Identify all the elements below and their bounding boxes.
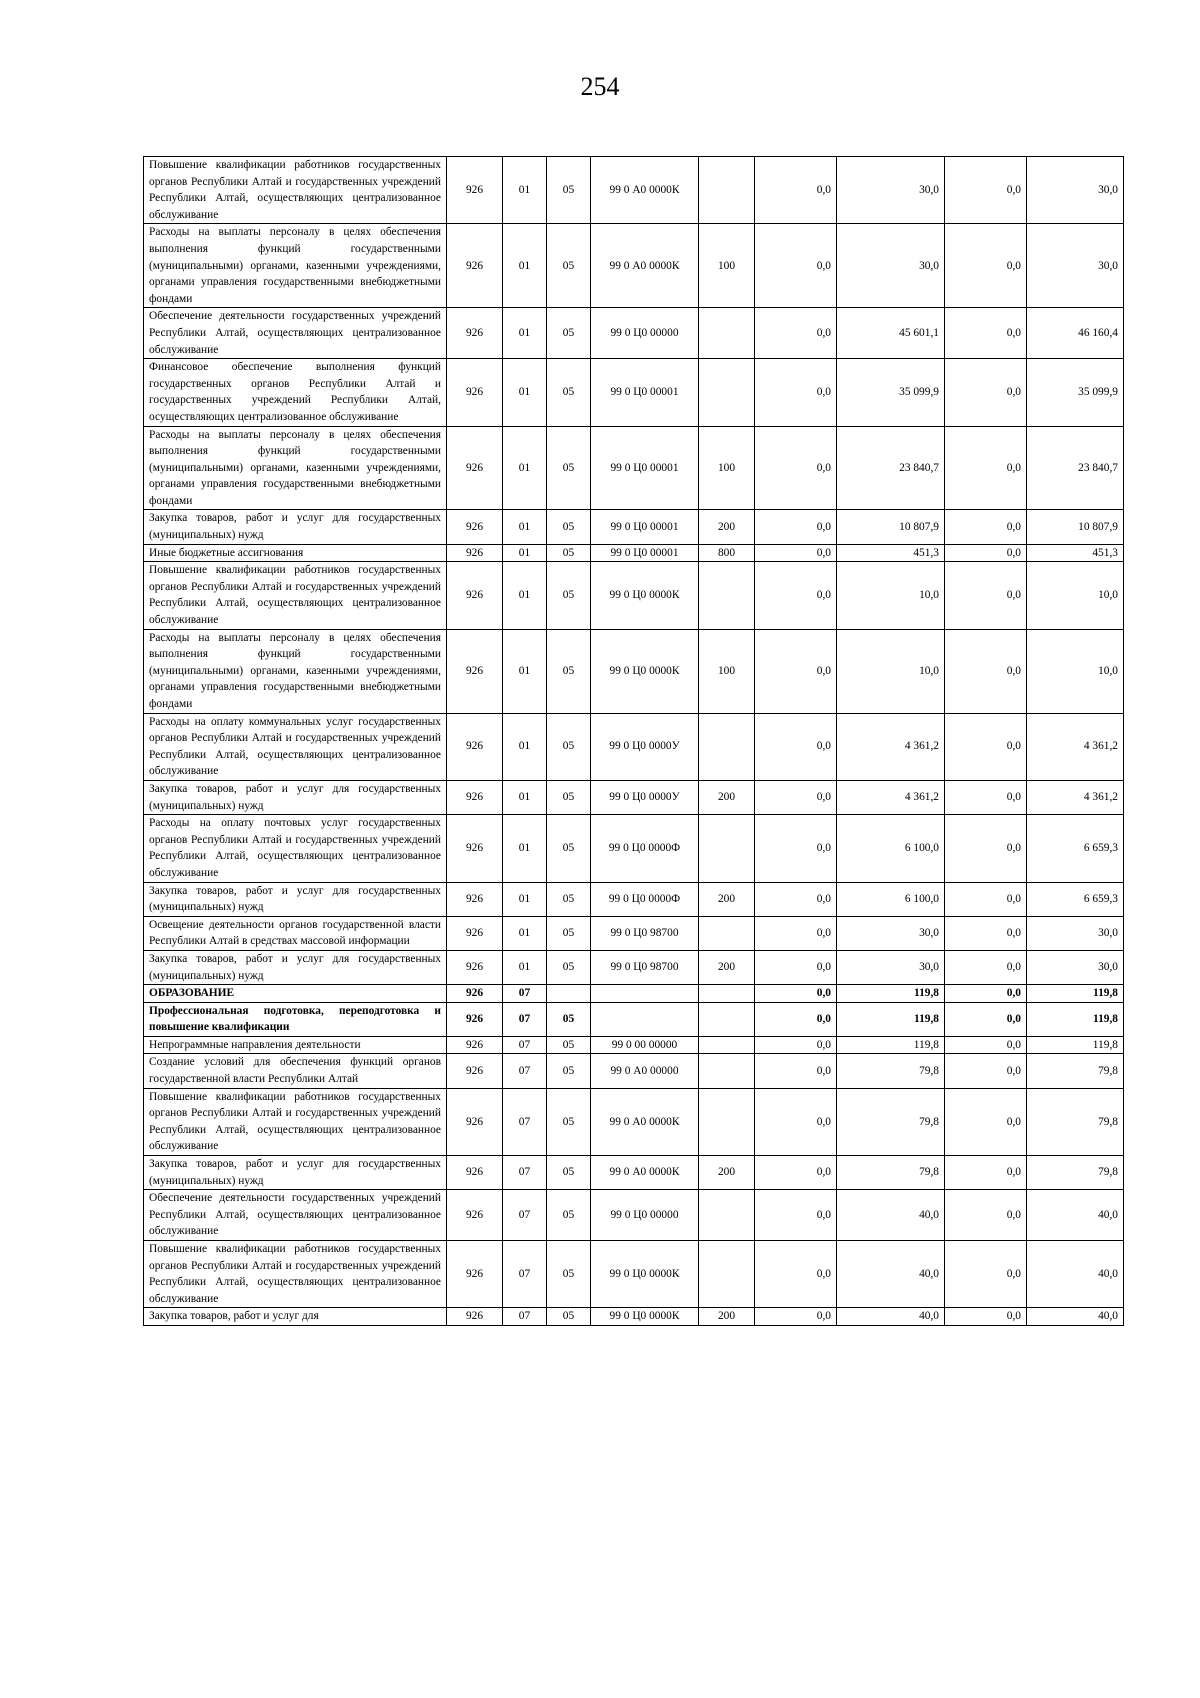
table-row: [144, 1054, 1124, 1088]
section-code-cell: 07: [503, 1308, 547, 1326]
amount-1-cell: 0,0: [755, 157, 837, 224]
amount-1-cell: 0,0: [755, 1241, 837, 1308]
subsection-code-cell: 05: [547, 882, 591, 916]
amount-3-cell: 0,0: [945, 359, 1027, 426]
ministry-code-cell: 926: [447, 916, 503, 950]
amount-1-cell: 0,0: [755, 359, 837, 426]
amount-4-cell: 40,0: [1027, 1308, 1124, 1326]
amount-3-cell: 0,0: [945, 1308, 1027, 1326]
amount-2-cell: 79,8: [837, 1156, 945, 1190]
subsection-code-cell: 05: [547, 308, 591, 359]
amount-1-cell: 0,0: [755, 713, 837, 780]
row-name-cell: Закупка товаров, работ и услуг для государственных (муниципальных) нужд: [144, 510, 447, 544]
expense-type-cell: [699, 1002, 755, 1036]
target-article-cell: 99 0 Ц0 00000: [591, 1190, 699, 1241]
table-row: [144, 1036, 1124, 1054]
amount-1-cell: 0,0: [755, 882, 837, 916]
ministry-code-cell: 926: [447, 426, 503, 510]
section-code-cell: 01: [503, 510, 547, 544]
ministry-code-cell: 926: [447, 1156, 503, 1190]
budget-table-body: [144, 157, 1124, 1326]
row-name-cell: Закупка товаров, работ и услуг для государственных (муниципальных) нужд: [144, 1156, 447, 1190]
amount-4-cell: 30,0: [1027, 916, 1124, 950]
section-code-cell: 01: [503, 882, 547, 916]
target-article-cell: [591, 985, 699, 1003]
target-article-cell: 99 0 Ц0 0000К: [591, 562, 699, 629]
ministry-code-cell: 926: [447, 359, 503, 426]
page-number: 254: [580, 72, 620, 101]
target-article-cell: 99 0 Ц0 0000К: [591, 1308, 699, 1326]
ministry-code-cell: 926: [447, 1054, 503, 1088]
ministry-code-cell: 926: [447, 713, 503, 780]
amount-2-cell: 40,0: [837, 1241, 945, 1308]
subsection-code-cell: 05: [547, 157, 591, 224]
amount-1-cell: 0,0: [755, 1190, 837, 1241]
table-row: [144, 815, 1124, 882]
subsection-code-cell: 05: [547, 1088, 591, 1155]
subsection-code-cell: 05: [547, 1190, 591, 1241]
amount-2-cell: 23 840,7: [837, 426, 945, 510]
subsection-code-cell: 05: [547, 629, 591, 713]
amount-1-cell: 0,0: [755, 224, 837, 308]
amount-4-cell: 79,8: [1027, 1088, 1124, 1155]
amount-4-cell: 451,3: [1027, 544, 1124, 562]
row-name-cell: Закупка товаров, работ и услуг для государственных (муниципальных) нужд: [144, 882, 447, 916]
amount-3-cell: 0,0: [945, 157, 1027, 224]
amount-2-cell: 30,0: [837, 950, 945, 984]
ministry-code-cell: 926: [447, 1190, 503, 1241]
amount-1-cell: 0,0: [755, 985, 837, 1003]
target-article-cell: 99 0 А0 0000К: [591, 157, 699, 224]
amount-3-cell: 0,0: [945, 916, 1027, 950]
amount-3-cell: 0,0: [945, 544, 1027, 562]
row-name-cell: ОБРАЗОВАНИЕ: [144, 985, 447, 1003]
amount-2-cell: 6 100,0: [837, 882, 945, 916]
amount-2-cell: 6 100,0: [837, 815, 945, 882]
target-article-cell: [591, 1002, 699, 1036]
expense-type-cell: [699, 1190, 755, 1241]
amount-3-cell: 0,0: [945, 510, 1027, 544]
expense-type-cell: [699, 815, 755, 882]
table-row: [144, 359, 1124, 426]
target-article-cell: 99 0 Ц0 00001: [591, 426, 699, 510]
row-name-cell: Закупка товаров, работ и услуг для государственных (муниципальных) нужд: [144, 950, 447, 984]
amount-2-cell: 79,8: [837, 1054, 945, 1088]
expense-type-cell: [699, 985, 755, 1003]
row-name-cell: Расходы на выплаты персоналу в целях обеспечения выполнения функций государственными (муниципальными) органами, казенными учреждениями, органами управления государственными внебюджетными фондами: [144, 629, 447, 713]
amount-2-cell: 30,0: [837, 224, 945, 308]
amount-3-cell: 0,0: [945, 713, 1027, 780]
amount-1-cell: 0,0: [755, 1036, 837, 1054]
ministry-code-cell: 926: [447, 780, 503, 814]
row-name-cell: Повышение квалификации работников государственных органов Республики Алтай и государственных учреждений Республики Алтай, осуществляющих централизованное обслуживание: [144, 1241, 447, 1308]
table-row: [144, 1088, 1124, 1155]
amount-3-cell: 0,0: [945, 815, 1027, 882]
amount-3-cell: 0,0: [945, 426, 1027, 510]
subsection-code-cell: 05: [547, 950, 591, 984]
section-code-cell: 01: [503, 308, 547, 359]
section-code-cell: 07: [503, 1002, 547, 1036]
target-article-cell: 99 0 Ц0 98700: [591, 950, 699, 984]
table-row: [144, 224, 1124, 308]
table-row: [144, 510, 1124, 544]
subsection-code-cell: 05: [547, 1156, 591, 1190]
amount-3-cell: 0,0: [945, 1088, 1027, 1155]
amount-3-cell: 0,0: [945, 629, 1027, 713]
amount-1-cell: 0,0: [755, 510, 837, 544]
amount-2-cell: 35 099,9: [837, 359, 945, 426]
row-name-cell: Расходы на выплаты персоналу в целях обеспечения выполнения функций государственными (муниципальными) органами, казенными учреждениями, органами управления государственными внебюджетными фондами: [144, 224, 447, 308]
amount-4-cell: 23 840,7: [1027, 426, 1124, 510]
subsection-code-cell: [547, 985, 591, 1003]
ministry-code-cell: 926: [447, 882, 503, 916]
row-name-cell: Обеспечение деятельности государственных учреждений Республики Алтай, осуществляющих централизованное обслуживание: [144, 308, 447, 359]
section-code-cell: 01: [503, 815, 547, 882]
section-code-cell: 07: [503, 1054, 547, 1088]
target-article-cell: 99 0 А0 0000К: [591, 1156, 699, 1190]
amount-2-cell: 4 361,2: [837, 780, 945, 814]
ministry-code-cell: 926: [447, 510, 503, 544]
amount-2-cell: 40,0: [837, 1308, 945, 1326]
section-code-cell: 01: [503, 157, 547, 224]
subsection-code-cell: 05: [547, 1036, 591, 1054]
row-name-cell: Повышение квалификации работников государственных органов Республики Алтай и государственных учреждений Республики Алтай, осуществляющих централизованное обслуживание: [144, 1088, 447, 1155]
section-code-cell: 01: [503, 224, 547, 308]
section-code-cell: 01: [503, 426, 547, 510]
row-name-cell: Расходы на оплату почтовых услуг государственных органов Республики Алтай и государственных учреждений Республики Алтай, осуществляющих централизованное обслуживание: [144, 815, 447, 882]
amount-2-cell: 10,0: [837, 562, 945, 629]
amount-1-cell: 0,0: [755, 629, 837, 713]
ministry-code-cell: 926: [447, 1308, 503, 1326]
amount-2-cell: 119,8: [837, 985, 945, 1003]
expense-type-cell: 200: [699, 1156, 755, 1190]
table-row: [144, 882, 1124, 916]
target-article-cell: 99 0 А0 0000К: [591, 1088, 699, 1155]
amount-4-cell: 119,8: [1027, 1002, 1124, 1036]
expense-type-cell: 200: [699, 950, 755, 984]
expense-type-cell: 100: [699, 426, 755, 510]
row-name-cell: Повышение квалификации работников государственных органов Республики Алтай и государственных учреждений Республики Алтай, осуществляющих централизованное обслуживание: [144, 157, 447, 224]
table-row: [144, 1002, 1124, 1036]
amount-1-cell: 0,0: [755, 1308, 837, 1326]
row-name-cell: Финансовое обеспечение выполнения функций государственных органов Республики Алтай и государственных учреждений Республики Алтай, осуществляющих централизованное обслуживание: [144, 359, 447, 426]
table-row: [144, 426, 1124, 510]
target-article-cell: 99 0 А0 00000: [591, 1054, 699, 1088]
expense-type-cell: 200: [699, 882, 755, 916]
expense-type-cell: 200: [699, 510, 755, 544]
ministry-code-cell: 926: [447, 562, 503, 629]
amount-4-cell: 79,8: [1027, 1054, 1124, 1088]
subsection-code-cell: 05: [547, 1002, 591, 1036]
table-row: [144, 1190, 1124, 1241]
section-code-cell: 01: [503, 562, 547, 629]
amount-3-cell: 0,0: [945, 1190, 1027, 1241]
subsection-code-cell: 05: [547, 224, 591, 308]
subsection-code-cell: 05: [547, 1241, 591, 1308]
section-code-cell: 01: [503, 544, 547, 562]
section-code-cell: 07: [503, 1156, 547, 1190]
amount-2-cell: 45 601,1: [837, 308, 945, 359]
amount-1-cell: 0,0: [755, 562, 837, 629]
table-row: [144, 713, 1124, 780]
target-article-cell: 99 0 Ц0 0000У: [591, 713, 699, 780]
expense-type-cell: [699, 713, 755, 780]
expense-type-cell: [699, 916, 755, 950]
amount-3-cell: 0,0: [945, 882, 1027, 916]
table-row: [144, 629, 1124, 713]
ministry-code-cell: 926: [447, 985, 503, 1003]
amount-3-cell: 0,0: [945, 1241, 1027, 1308]
ministry-code-cell: 926: [447, 224, 503, 308]
subsection-code-cell: 05: [547, 1054, 591, 1088]
amount-3-cell: 0,0: [945, 1036, 1027, 1054]
amount-1-cell: 0,0: [755, 544, 837, 562]
amount-4-cell: 79,8: [1027, 1156, 1124, 1190]
section-code-cell: 01: [503, 359, 547, 426]
table-row: [144, 562, 1124, 629]
amount-3-cell: 0,0: [945, 308, 1027, 359]
target-article-cell: 99 0 А0 0000К: [591, 224, 699, 308]
subsection-code-cell: 05: [547, 780, 591, 814]
amount-4-cell: 10,0: [1027, 562, 1124, 629]
amount-1-cell: 0,0: [755, 1002, 837, 1036]
amount-4-cell: 35 099,9: [1027, 359, 1124, 426]
row-name-cell: Обеспечение деятельности государственных учреждений Республики Алтай, осуществляющих централизованное обслуживание: [144, 1190, 447, 1241]
target-article-cell: 99 0 Ц0 00001: [591, 544, 699, 562]
target-article-cell: 99 0 Ц0 0000К: [591, 1241, 699, 1308]
amount-1-cell: 0,0: [755, 1156, 837, 1190]
table-row: [144, 950, 1124, 984]
expense-type-cell: [699, 359, 755, 426]
amount-2-cell: 119,8: [837, 1036, 945, 1054]
amount-2-cell: 451,3: [837, 544, 945, 562]
amount-4-cell: 30,0: [1027, 950, 1124, 984]
amount-3-cell: 0,0: [945, 1156, 1027, 1190]
amount-3-cell: 0,0: [945, 1002, 1027, 1036]
row-name-cell: Иные бюджетные ассигнования: [144, 544, 447, 562]
section-code-cell: 07: [503, 1241, 547, 1308]
ministry-code-cell: 926: [447, 1036, 503, 1054]
expense-type-cell: [699, 1054, 755, 1088]
target-article-cell: 99 0 Ц0 00000: [591, 308, 699, 359]
amount-2-cell: 10 807,9: [837, 510, 945, 544]
subsection-code-cell: 05: [547, 1308, 591, 1326]
expense-type-cell: 200: [699, 780, 755, 814]
amount-4-cell: 4 361,2: [1027, 780, 1124, 814]
section-code-cell: 07: [503, 1190, 547, 1241]
table-row: [144, 544, 1124, 562]
amount-1-cell: 0,0: [755, 815, 837, 882]
section-code-cell: 07: [503, 985, 547, 1003]
row-name-cell: Создание условий для обеспечения функций органов государственной власти Республики Алтай: [144, 1054, 447, 1088]
ministry-code-cell: 926: [447, 1002, 503, 1036]
table-row: [144, 308, 1124, 359]
amount-1-cell: 0,0: [755, 1054, 837, 1088]
table-row: [144, 157, 1124, 224]
row-name-cell: Закупка товаров, работ и услуг для государственных (муниципальных) нужд: [144, 780, 447, 814]
section-code-cell: 07: [503, 1036, 547, 1054]
amount-4-cell: 4 361,2: [1027, 713, 1124, 780]
amount-4-cell: 10,0: [1027, 629, 1124, 713]
target-article-cell: 99 0 Ц0 0000Ф: [591, 815, 699, 882]
ministry-code-cell: 926: [447, 950, 503, 984]
section-code-cell: 01: [503, 950, 547, 984]
row-name-cell: Профессиональная подготовка, переподготовка и повышение квалификации: [144, 1002, 447, 1036]
section-code-cell: 01: [503, 629, 547, 713]
target-article-cell: 99 0 Ц0 00001: [591, 510, 699, 544]
expense-type-cell: [699, 562, 755, 629]
amount-4-cell: 6 659,3: [1027, 882, 1124, 916]
amount-1-cell: 0,0: [755, 308, 837, 359]
subsection-code-cell: 05: [547, 359, 591, 426]
ministry-code-cell: 926: [447, 1088, 503, 1155]
target-article-cell: 99 0 Ц0 00001: [591, 359, 699, 426]
amount-3-cell: 0,0: [945, 562, 1027, 629]
section-code-cell: 07: [503, 1088, 547, 1155]
amount-2-cell: 4 361,2: [837, 713, 945, 780]
row-name-cell: Расходы на выплаты персоналу в целях обеспечения выполнения функций государственными (муниципальными) органами, казенными учреждениями, органами управления государственными внебюджетными фондами: [144, 426, 447, 510]
expense-type-cell: [699, 157, 755, 224]
amount-4-cell: 30,0: [1027, 224, 1124, 308]
ministry-code-cell: 926: [447, 815, 503, 882]
ministry-code-cell: 926: [447, 1241, 503, 1308]
amount-2-cell: 119,8: [837, 1002, 945, 1036]
expense-type-cell: [699, 1241, 755, 1308]
subsection-code-cell: 05: [547, 510, 591, 544]
amount-1-cell: 0,0: [755, 950, 837, 984]
ministry-code-cell: 926: [447, 629, 503, 713]
row-name-cell: Расходы на оплату коммунальных услуг государственных органов Республики Алтай и государственных учреждений Республики Алтай, осуществляющих централизованное обслуживание: [144, 713, 447, 780]
amount-3-cell: 0,0: [945, 1054, 1027, 1088]
ministry-code-cell: 926: [447, 544, 503, 562]
amount-4-cell: 40,0: [1027, 1190, 1124, 1241]
table-row: [144, 1156, 1124, 1190]
subsection-code-cell: 05: [547, 426, 591, 510]
expense-type-cell: 200: [699, 1308, 755, 1326]
amount-4-cell: 10 807,9: [1027, 510, 1124, 544]
amount-2-cell: 30,0: [837, 916, 945, 950]
amount-3-cell: 0,0: [945, 985, 1027, 1003]
row-name-cell: Закупка товаров, работ и услуг для: [144, 1308, 447, 1326]
amount-1-cell: 0,0: [755, 426, 837, 510]
amount-1-cell: 0,0: [755, 1088, 837, 1155]
amount-1-cell: 0,0: [755, 780, 837, 814]
amount-4-cell: 40,0: [1027, 1241, 1124, 1308]
amount-4-cell: 119,8: [1027, 1036, 1124, 1054]
subsection-code-cell: 05: [547, 815, 591, 882]
ministry-code-cell: 926: [447, 157, 503, 224]
amount-1-cell: 0,0: [755, 916, 837, 950]
subsection-code-cell: 05: [547, 713, 591, 780]
amount-4-cell: 46 160,4: [1027, 308, 1124, 359]
target-article-cell: 99 0 Ц0 98700: [591, 916, 699, 950]
table-row: [144, 985, 1124, 1003]
budget-table: [143, 156, 1124, 1326]
amount-2-cell: 40,0: [837, 1190, 945, 1241]
expense-type-cell: [699, 1088, 755, 1155]
amount-3-cell: 0,0: [945, 224, 1027, 308]
amount-2-cell: 30,0: [837, 157, 945, 224]
table-row: [144, 916, 1124, 950]
row-name-cell: Освещение деятельности органов государственной власти Республики Алтай в средствах массовой информации: [144, 916, 447, 950]
table-row: [144, 780, 1124, 814]
target-article-cell: 99 0 00 00000: [591, 1036, 699, 1054]
row-name-cell: Непрограммные направления деятельности: [144, 1036, 447, 1054]
amount-3-cell: 0,0: [945, 780, 1027, 814]
expense-type-cell: 100: [699, 224, 755, 308]
target-article-cell: 99 0 Ц0 0000У: [591, 780, 699, 814]
ministry-code-cell: 926: [447, 308, 503, 359]
amount-2-cell: 79,8: [837, 1088, 945, 1155]
expense-type-cell: 800: [699, 544, 755, 562]
amount-2-cell: 10,0: [837, 629, 945, 713]
amount-4-cell: 119,8: [1027, 985, 1124, 1003]
section-code-cell: 01: [503, 713, 547, 780]
subsection-code-cell: 05: [547, 544, 591, 562]
section-code-cell: 01: [503, 780, 547, 814]
amount-3-cell: 0,0: [945, 950, 1027, 984]
table-row: [144, 1241, 1124, 1308]
subsection-code-cell: 05: [547, 916, 591, 950]
section-code-cell: 01: [503, 916, 547, 950]
expense-type-cell: [699, 308, 755, 359]
target-article-cell: 99 0 Ц0 0000Ф: [591, 882, 699, 916]
expense-type-cell: [699, 1036, 755, 1054]
row-name-cell: Повышение квалификации работников государственных органов Республики Алтай и государственных учреждений Республики Алтай, осуществляющих централизованное обслуживание: [144, 562, 447, 629]
amount-4-cell: 6 659,3: [1027, 815, 1124, 882]
target-article-cell: 99 0 Ц0 0000К: [591, 629, 699, 713]
table-row: [144, 1308, 1124, 1326]
expense-type-cell: 100: [699, 629, 755, 713]
subsection-code-cell: 05: [547, 562, 591, 629]
amount-4-cell: 30,0: [1027, 157, 1124, 224]
